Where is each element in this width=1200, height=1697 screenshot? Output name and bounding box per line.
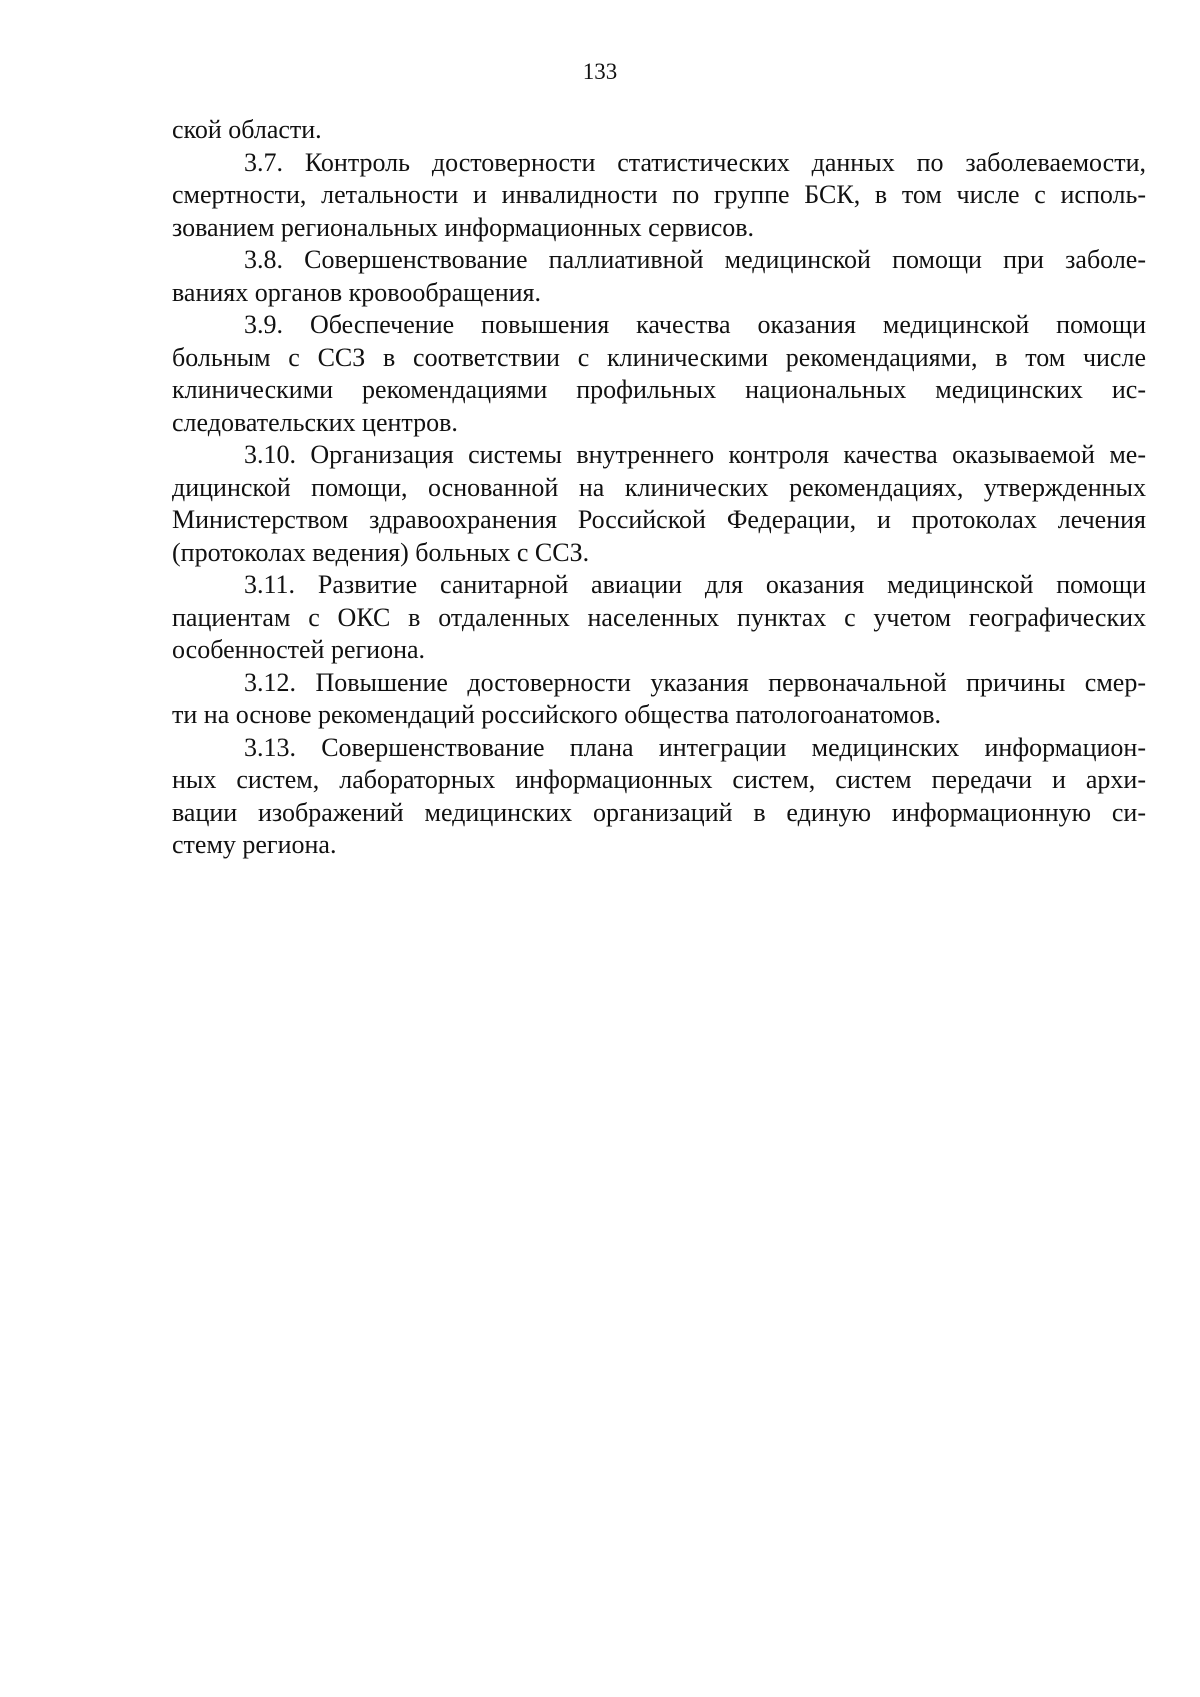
page-number: 133 bbox=[582, 59, 618, 84]
text-line: следовательских центров. bbox=[172, 407, 458, 437]
text-line: ти на основе рекомендаций российского общества патологоанатомов. bbox=[172, 700, 942, 729]
text-line: 3.7. Контроль достоверности статистических данных по заболеваемости, bbox=[244, 147, 1146, 177]
text-line: ваниях органов кровообращения. bbox=[172, 277, 542, 307]
text-line: Министерством здравоохранения Российской Федерации, и протоколах лечения bbox=[172, 505, 1146, 534]
body-text bbox=[172, 114, 1146, 862]
text-line: клиническими рекомендациями профильных национальных медицинских ис- bbox=[172, 375, 1146, 404]
text-line: смертности, летальности и инвалидности по группе БСК, в том числе с исполь- bbox=[172, 180, 1146, 209]
text-line: ской области. bbox=[172, 115, 322, 144]
text-line: больным с ССЗ в соответствии с клиническими рекомендациями, в том числе bbox=[172, 342, 1146, 372]
text-line: особенностей региона. bbox=[172, 635, 426, 664]
text-line: 3.10. Организация системы внутреннего контроля качества оказываемой ме- bbox=[244, 440, 1146, 469]
text-line: пациентам с ОКС в отдаленных населенных пунктах с учетом географических bbox=[172, 602, 1146, 632]
text-line: стему региона. bbox=[172, 830, 337, 859]
text-line: зованием региональных информационных сервисов. bbox=[172, 212, 755, 242]
text-line: 3.12. Повышение достоверности указания первоначальной причины смер- bbox=[244, 667, 1146, 697]
text-line: (протоколах ведения) больных с ССЗ. bbox=[172, 537, 590, 567]
text-line: 3.11. Развитие санитарной авиации для оказания медицинской помощи bbox=[244, 570, 1146, 599]
text-line: 3.8. Совершенствование паллиативной медицинской помощи при заболе- bbox=[244, 245, 1146, 274]
text-line: ных систем, лабораторных информационных систем, систем передачи и архи- bbox=[172, 765, 1146, 794]
text-line: 3.9. Обеспечение повышения качества оказания медицинской помощи bbox=[244, 310, 1146, 339]
text-line: вации изображений медицинских организаций в единую информационную си- bbox=[172, 797, 1146, 827]
text-line: 3.13. Совершенствование плана интеграции медицинских информацион- bbox=[244, 732, 1146, 762]
text-line: дицинской помощи, основанной на клинических рекомендациях, утвержденных bbox=[172, 472, 1146, 502]
